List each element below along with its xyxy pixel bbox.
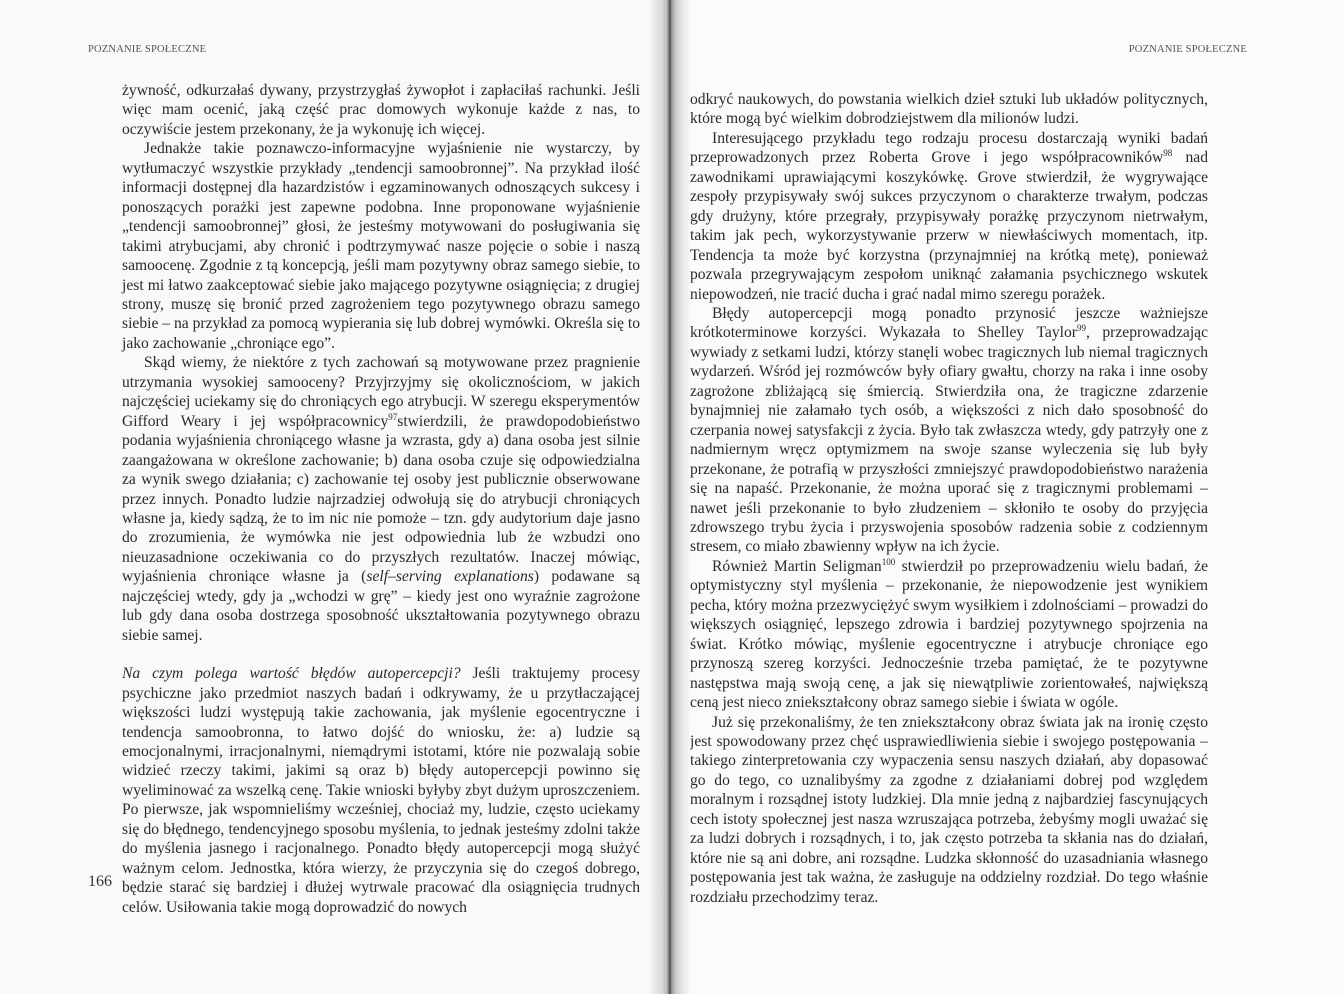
- footnote-ref: 98: [1163, 148, 1173, 159]
- text-run: Błędy autopercepcji mogą ponadto przynosić jeszcze ważniejsze krótkoterminowe korzyści. Wykazała to Shelley Taylor: [690, 304, 1208, 342]
- text-run: stwierdził po przeprowadzeniu wielu badań, że optymistyczny styl myślenia – przekonanie, że niepowodzenie jest wynikiem pecha, który można przezwyciężyć swym wysiłkiem i zdolnościami – prowadzi do większych osiągnięć, lepszego zdrowia i bardziej pozytywnego spojrzenia na świat. Krótko mówiąc, myślenie egocentryczne i atrybucje chroniące ego przynoszą szereg korzyści. Jednocześnie trzeba pamiętać, że te pozytywne następstwa mają swoją cenę, a jak się niewątpliwie zorientowałeś, największą ceną jest nieco zniekształcony obraz samego siebie i świata w ogóle.: [690, 557, 1208, 712]
- right-page-text: [690, 90, 1208, 907]
- paragraph: odkryć naukowych, do powstania wielkich dzieł sztuki lub układów politycznych, które mogą być wielkim dobrodziejstwem dla milionów ludzi.: [690, 91, 1208, 128]
- left-page: [0, 0, 662, 994]
- paragraph: [690, 129, 1208, 304]
- text-run: nad zawodnikami uprawiającymi koszykówkę. Grove stwierdził, że wygrywające zespoły przypisywały swój sukces przyczynom o charakterze trwałym, podczas gdy drużyny, które przegrały, przypisywały porażkę przyczynom nietrwałym, takim jak pech, wykorzystywanie przerw w niewłaściwych momentach, itp. Tendencja ta może być korzystna (przynajmniej na krótką metę), ponieważ pozwala przegrywającym zespołom uniknąć załamania psychicznego wskutek niepowodzeń, nie tracić ducha i grać nadal mimo szeregu porażek.: [690, 149, 1208, 303]
- italic-term: self–serving explanations: [366, 568, 534, 586]
- running-header-left: POZNANIE SPOŁECZNE: [88, 44, 207, 55]
- paragraph: Już się przekonaliśmy, że ten zniekształcony obraz świata jak na ironię często jest spowodowany przez chęć usprawiedliwienia siebie i swojego postępowania – takiego zinterpretowania czy wypaczenia sensu naszych działań, aby dopasować go do tego, co uznalibyśmy za zgodne z działaniami dobrej pod względem moralnym i rozsądnej istoty ludzkiej. Dla mnie jedną z najbardziej fascynujących cech istoty społecznej jest nasza wzruszająca potrzeba, żebyśmy mogli uważać się za ludzi dobrych i rozsądnych, i to, jak często potrzeba ta skłania nas do działań, które nie są ani dobre, ani rozsądne. Ludzka skłonność do uzasadniania własnego postępowania jest tak ważna, że zasługuje na oddzielny rozdział. Do tego właśnie rozdziału przechodzimy teraz.: [690, 713, 1208, 906]
- section-heading: Na czym polega wartość błędów autopercepcji?: [122, 665, 461, 683]
- footnote-ref: 100: [881, 556, 896, 567]
- left-page-text: [122, 81, 640, 917]
- footnote-ref: 97: [388, 411, 398, 422]
- page-number: 166: [88, 873, 112, 890]
- text-run: ) podawane są najczęściej wtedy, gdy ja „wchodzi w grę” – kiedy jest ono wyraźnie zagrożone lub gdy dana osoba dostrzega sposobność ukształtowania pozytywnego obrazu siebie samej.: [122, 568, 640, 644]
- right-page: [668, 0, 1343, 994]
- paragraph: [690, 557, 1208, 713]
- paragraph: żywność, odkurzałaś dywany, przystrzygłaś żywopłot i zapłaciłaś rachunki. Jeśli więc mam ocenić, jaką część prac domowych wykonuje każde z nas, to oczywiście jestem przekonany, że ja wykonuję ich więcej.: [122, 82, 640, 138]
- text-run: stwierdzili, że prawdopodobieństwo podania wyjaśnienia chroniącego własne ja wzrasta, gdy a) dana osoba jest silnie zaangażowana w określone zachowanie; b) dana osoba czuje się odpowiedzialna za wynik swego działania; c) zachowanie tej osoby jest publicznie obserwowane przez innych. Ponadto ludzie najrzadziej odwołują się do atrybucji chroniących własne ja, kiedy sądzą, że to im nic nie pomoże – tzn. gdy audytorium daje jasno do zrozumienia, że wymówka nie jest odpowiednia lub że wzbudzi ono nieuzasadnione oczekiwania co do przyszłych rezultatów. Inaczej mówiąc, wyjaśnienia chroniące własne ja (: [122, 412, 640, 586]
- footnote-ref: 99: [1076, 323, 1086, 334]
- paragraph: Jednakże takie poznawczo-informacyjne wyjaśnienie nie wystarczy, by wytłumaczyć wszystkie przykłady „tendencji samoobronnej”. Na przykład ilość informacji dostępnej dla hazardzistów i egzaminowanych odnoszących sukcesy i ponoszących porażki jest zapewne podobna. Inne proponowane wyjaśnienie „tendencji samoobronnej” głosi, że jesteśmy motywowani do posługiwania się takimi atrybucjami, aby chronić i podtrzymywać nasze pojęcie o sobie i naszą samoocenę. Zgodnie z tą koncepcją, jeśli mam pozytywny obraz samego siebie, to jest mi łatwo zaakceptować siebie jako mającego pozytywne osiągnięcia; z drugiej strony, muszę się bronić przed zagrożeniem tego pozytywnego obrazu samego siebie – na przykład za pomocą wypierania się lub dobrej wymówki. Określa się to jako zachowanie „chroniące ego”.: [122, 140, 640, 352]
- section-paragraph: [122, 664, 640, 917]
- book-gutter: [650, 0, 690, 994]
- paragraph: [690, 304, 1208, 557]
- text-run: Skąd wiemy, że niektóre z tych zachowań są motywowane przez pragnienie utrzymania wysokiej samooceny? Przyjrzyjmy się okolicznościom, w jakich najczęściej uciekamy się do chroniących ego atrybucji. W szeregu eksperymentów Gifford Weary i jej współpracownicy: [122, 354, 640, 430]
- text-run: , przeprowadzając wywiady z setkami ludzi, którzy stanęli wobec tragicznych lub niemal tragicznych wydarzeń. Wśród jej rozmówców były ofiary gwałtu, chorzy na raka i inne osoby zagrożone zbliżającą się śmiercią. Stwierdziła ona, że tragiczne zdarzenie bynajmniej nie załamało tych osób, a większości z nich dało sposobność do czerpania nowej satysfakcji z życia. Było tak zwłaszcza wtedy, gdy patrzyły one z nadmiernym wręcz optymizmem na swoje szanse wyleczenia się lub były przekonane, że potrafią w przyszłości zmniejszyć prawdopodobieństwo narażenia się na napaść. Przekonanie, że można uporać się z tragicznymi problemami – nawet jeśli przekonanie to było złudzeniem – skłoniło te osoby do przyjęcia zdrowszego trybu życia i przyswojenia sposobów radzenia sobie z codziennym stresem, co miało zbawienny wpływ na ich życie.: [690, 324, 1208, 556]
- text-run: Również Martin Seligman: [712, 557, 882, 575]
- paragraph: [122, 353, 640, 645]
- text-run: Interesującego przykładu tego rodzaju procesu dostarczają wyniki badań przeprowadzonych przez Roberta Grove i jego współpracowników: [690, 129, 1208, 167]
- running-header-right: POZNANIE SPOŁECZNE: [1128, 44, 1247, 55]
- text-run: Jeśli traktujemy procesy psychiczne jako przedmiot naszych badań i odkrywamy, że u przytłaczającej większości ludzi występują takie zachowania, jak myślenie egocentryczne i tendencja samoobronna, to łatwo dojść do wniosku, że: a) ludzie są emocjonalnymi, irracjonalnymi, niemądrymi istotami, które nie pozwalają sobie widzieć rzeczy takimi, jakimi są oraz b) błędy autopercepcji powinno się wyeliminować za wszelką cenę. Takie wnioski byłyby zbyt dużym uproszczeniem. Po pierwsze, jak wspomnieliśmy wcześniej, chociaż my, ludzie, często uciekamy się do błędnego, tendencyjnego sposobu myślenia, to jednak jesteśmy zdolni także do myślenia jasnego i racjonalnego. Ponadto błędy autopercepcji mogą służyć ważnym celom. Jednostka, która wierzy, że przyczynia się do czegoś dobrego, będzie starać się bardziej i dłużej wytrwale pracować dla osiągnięcia trudnych celów. Usiłowania takie mogą doprowadzić do nowych: [122, 665, 641, 916]
